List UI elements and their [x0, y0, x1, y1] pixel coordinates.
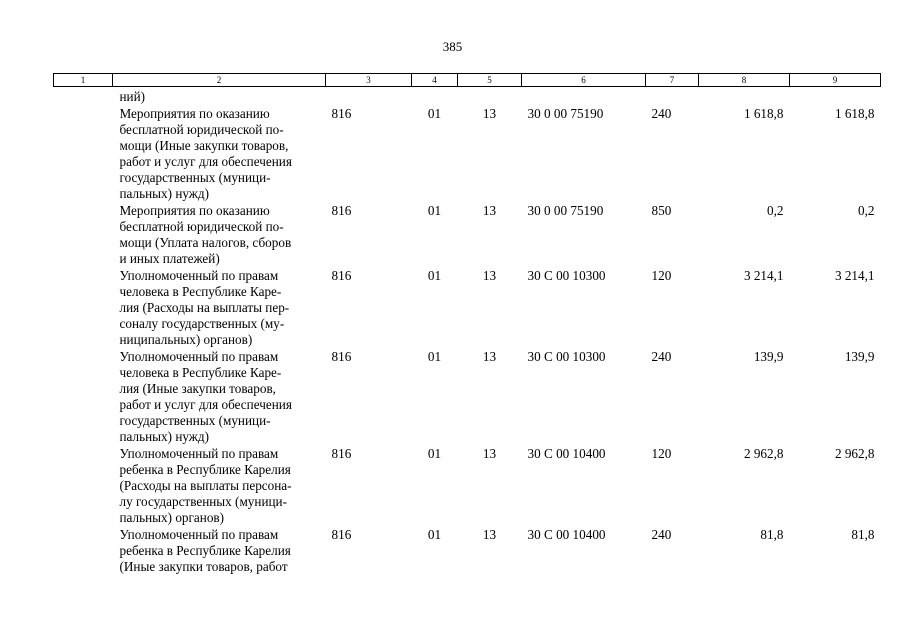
column-header-3: 3: [326, 74, 412, 87]
column-header-8: 8: [699, 74, 790, 87]
section-code: 01: [427, 106, 442, 121]
column-header-4: 4: [412, 74, 458, 87]
expense-type-code: 240: [651, 106, 672, 121]
expense-name: Мероприятия по оказанию бесплатной юридической по- мощи (Иные закупки товаров, работ и услуг для обеспечения государственных (муници- пальных) нужд): [119, 106, 292, 201]
amount-col8: 2 962,8: [743, 446, 784, 461]
budget-table: [53, 73, 881, 575]
column-header-6: 6: [522, 74, 646, 87]
section-code: 01: [427, 527, 442, 542]
expense-name: Мероприятия по оказанию бесплатной юридической по- мощи (Уплата налогов, сборов и иных платежей): [119, 203, 292, 266]
column-header-2: 2: [113, 74, 326, 87]
ministry-code: 816: [331, 527, 352, 542]
table-row: [54, 445, 881, 526]
column-header-5: 5: [458, 74, 522, 87]
expense-type-code: 120: [651, 268, 672, 283]
amount-col9: 81,8: [851, 527, 875, 542]
amount-col9: 0,2: [858, 203, 875, 218]
expense-name: Уполномоченный по правам человека в Республике Каре- лия (Иные закупки товаров, работ и услуг для обеспечения государственных (муници- пальных) нужд): [119, 349, 292, 444]
expense-name: Уполномоченный по правам ребенка в Республике Карелия (Иные закупки товаров, работ: [119, 527, 291, 574]
subsection-code: 13: [482, 349, 497, 364]
table-row: [54, 105, 881, 202]
subsection-code: 13: [482, 203, 497, 218]
amount-col9: 2 962,8: [834, 446, 875, 461]
subsection-code: 13: [482, 268, 497, 283]
target-code: 30 С 00 10300: [527, 349, 606, 364]
target-code: 30 0 00 75190: [527, 203, 604, 218]
header-row: [54, 74, 881, 87]
amount-col8: 0,2: [767, 203, 784, 218]
subsection-code: 13: [482, 106, 497, 121]
expense-type-code: 850: [651, 203, 672, 218]
amount-col8: 1 618,8: [743, 106, 784, 121]
section-code: 01: [427, 203, 442, 218]
ministry-code: 816: [331, 349, 352, 364]
column-header-9: 9: [790, 74, 881, 87]
expense-type-code: 240: [651, 349, 672, 364]
section-code: 01: [427, 446, 442, 461]
continuation-text: ний): [119, 89, 146, 104]
subsection-code: 13: [482, 446, 497, 461]
column-header-1: 1: [54, 74, 113, 87]
table-header: [54, 74, 881, 87]
amount-col8: 139,9: [753, 349, 784, 364]
target-code: 30 0 00 75190: [527, 106, 604, 121]
expense-type-code: 120: [651, 446, 672, 461]
ministry-code: 816: [331, 268, 352, 283]
table-row: [54, 202, 881, 267]
target-code: 30 С 00 10300: [527, 268, 606, 283]
amount-col9: 1 618,8: [834, 106, 875, 121]
table-body: [54, 87, 881, 576]
amount-col8: 3 214,1: [743, 268, 784, 283]
continuation-row: [54, 87, 881, 106]
section-code: 01: [427, 268, 442, 283]
expense-name: Уполномоченный по правам человека в Республике Каре- лия (Расходы на выплаты пер- соналу государственных (му- ниципальных) органов): [119, 268, 290, 347]
target-code: 30 С 00 10400: [527, 527, 606, 542]
expense-type-code: 240: [651, 527, 672, 542]
table-row: [54, 526, 881, 575]
table-row: [54, 267, 881, 348]
ministry-code: 816: [331, 106, 352, 121]
page-number: 385: [442, 39, 463, 54]
section-code: 01: [427, 349, 442, 364]
column-header-7: 7: [646, 74, 699, 87]
amount-col9: 3 214,1: [834, 268, 875, 283]
amount-col9: 139,9: [844, 349, 875, 364]
amount-col8: 81,8: [760, 527, 784, 542]
table-row: [54, 348, 881, 445]
ministry-code: 816: [331, 446, 352, 461]
target-code: 30 С 00 10400: [527, 446, 606, 461]
subsection-code: 13: [482, 527, 497, 542]
ministry-code: 816: [331, 203, 352, 218]
expense-name: Уполномоченный по правам ребенка в Республике Карелия (Расходы на выплаты персона- лу государственных (муници- пальных) органов): [119, 446, 292, 525]
